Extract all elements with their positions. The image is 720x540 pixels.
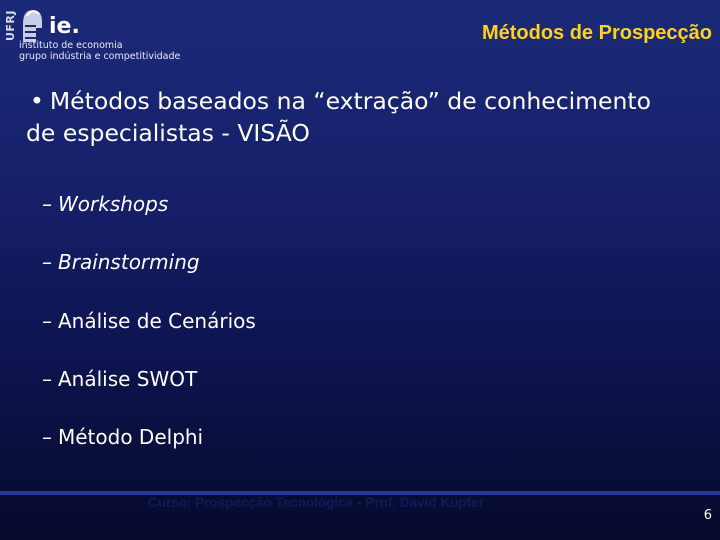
institute-logo	[4, 4, 204, 72]
page-number: 6	[703, 508, 712, 523]
sub-item-dash: –	[42, 425, 52, 449]
sub-item-dash: –	[42, 250, 52, 274]
sub-item-dash: –	[42, 309, 52, 333]
logo-ufrj-text: UFRJ	[4, 10, 17, 42]
sub-item-label: Brainstorming	[58, 250, 200, 274]
sub-item-metodo-delphi	[42, 425, 203, 449]
logo-line-1: instituto de economia	[19, 40, 123, 51]
sub-item-label: Análise SWOT	[58, 367, 198, 391]
sub-item-dash: –	[42, 367, 52, 391]
main-bullet	[26, 85, 710, 149]
sub-item-workshops	[42, 192, 168, 216]
sub-item-label: Workshops	[58, 192, 169, 216]
bullet-line-1: Métodos baseados na “extração” de conhecimento	[49, 87, 651, 115]
bullet-line-2: de especialistas - VISÃO	[26, 119, 310, 147]
slide-title: Métodos de Prospecção	[481, 22, 712, 44]
sub-item-label: Análise de Cenários	[58, 309, 256, 333]
sub-item-analise-cenarios	[42, 309, 256, 333]
sub-item-dash: –	[42, 192, 52, 216]
logo-ie-mark: ie.	[49, 14, 80, 39]
logo-line-2: grupo indústria e competitividade	[19, 51, 181, 62]
bullet-marker: •	[30, 87, 44, 115]
footer-course-text: Curso: Prospecção Tecnológica - Prof. David Kupfer	[148, 495, 484, 510]
sub-item-brainstorming	[42, 250, 200, 274]
logo-text-group	[19, 4, 181, 62]
sub-item-label: Método Delphi	[58, 425, 204, 449]
sub-item-analise-swot	[42, 367, 197, 391]
